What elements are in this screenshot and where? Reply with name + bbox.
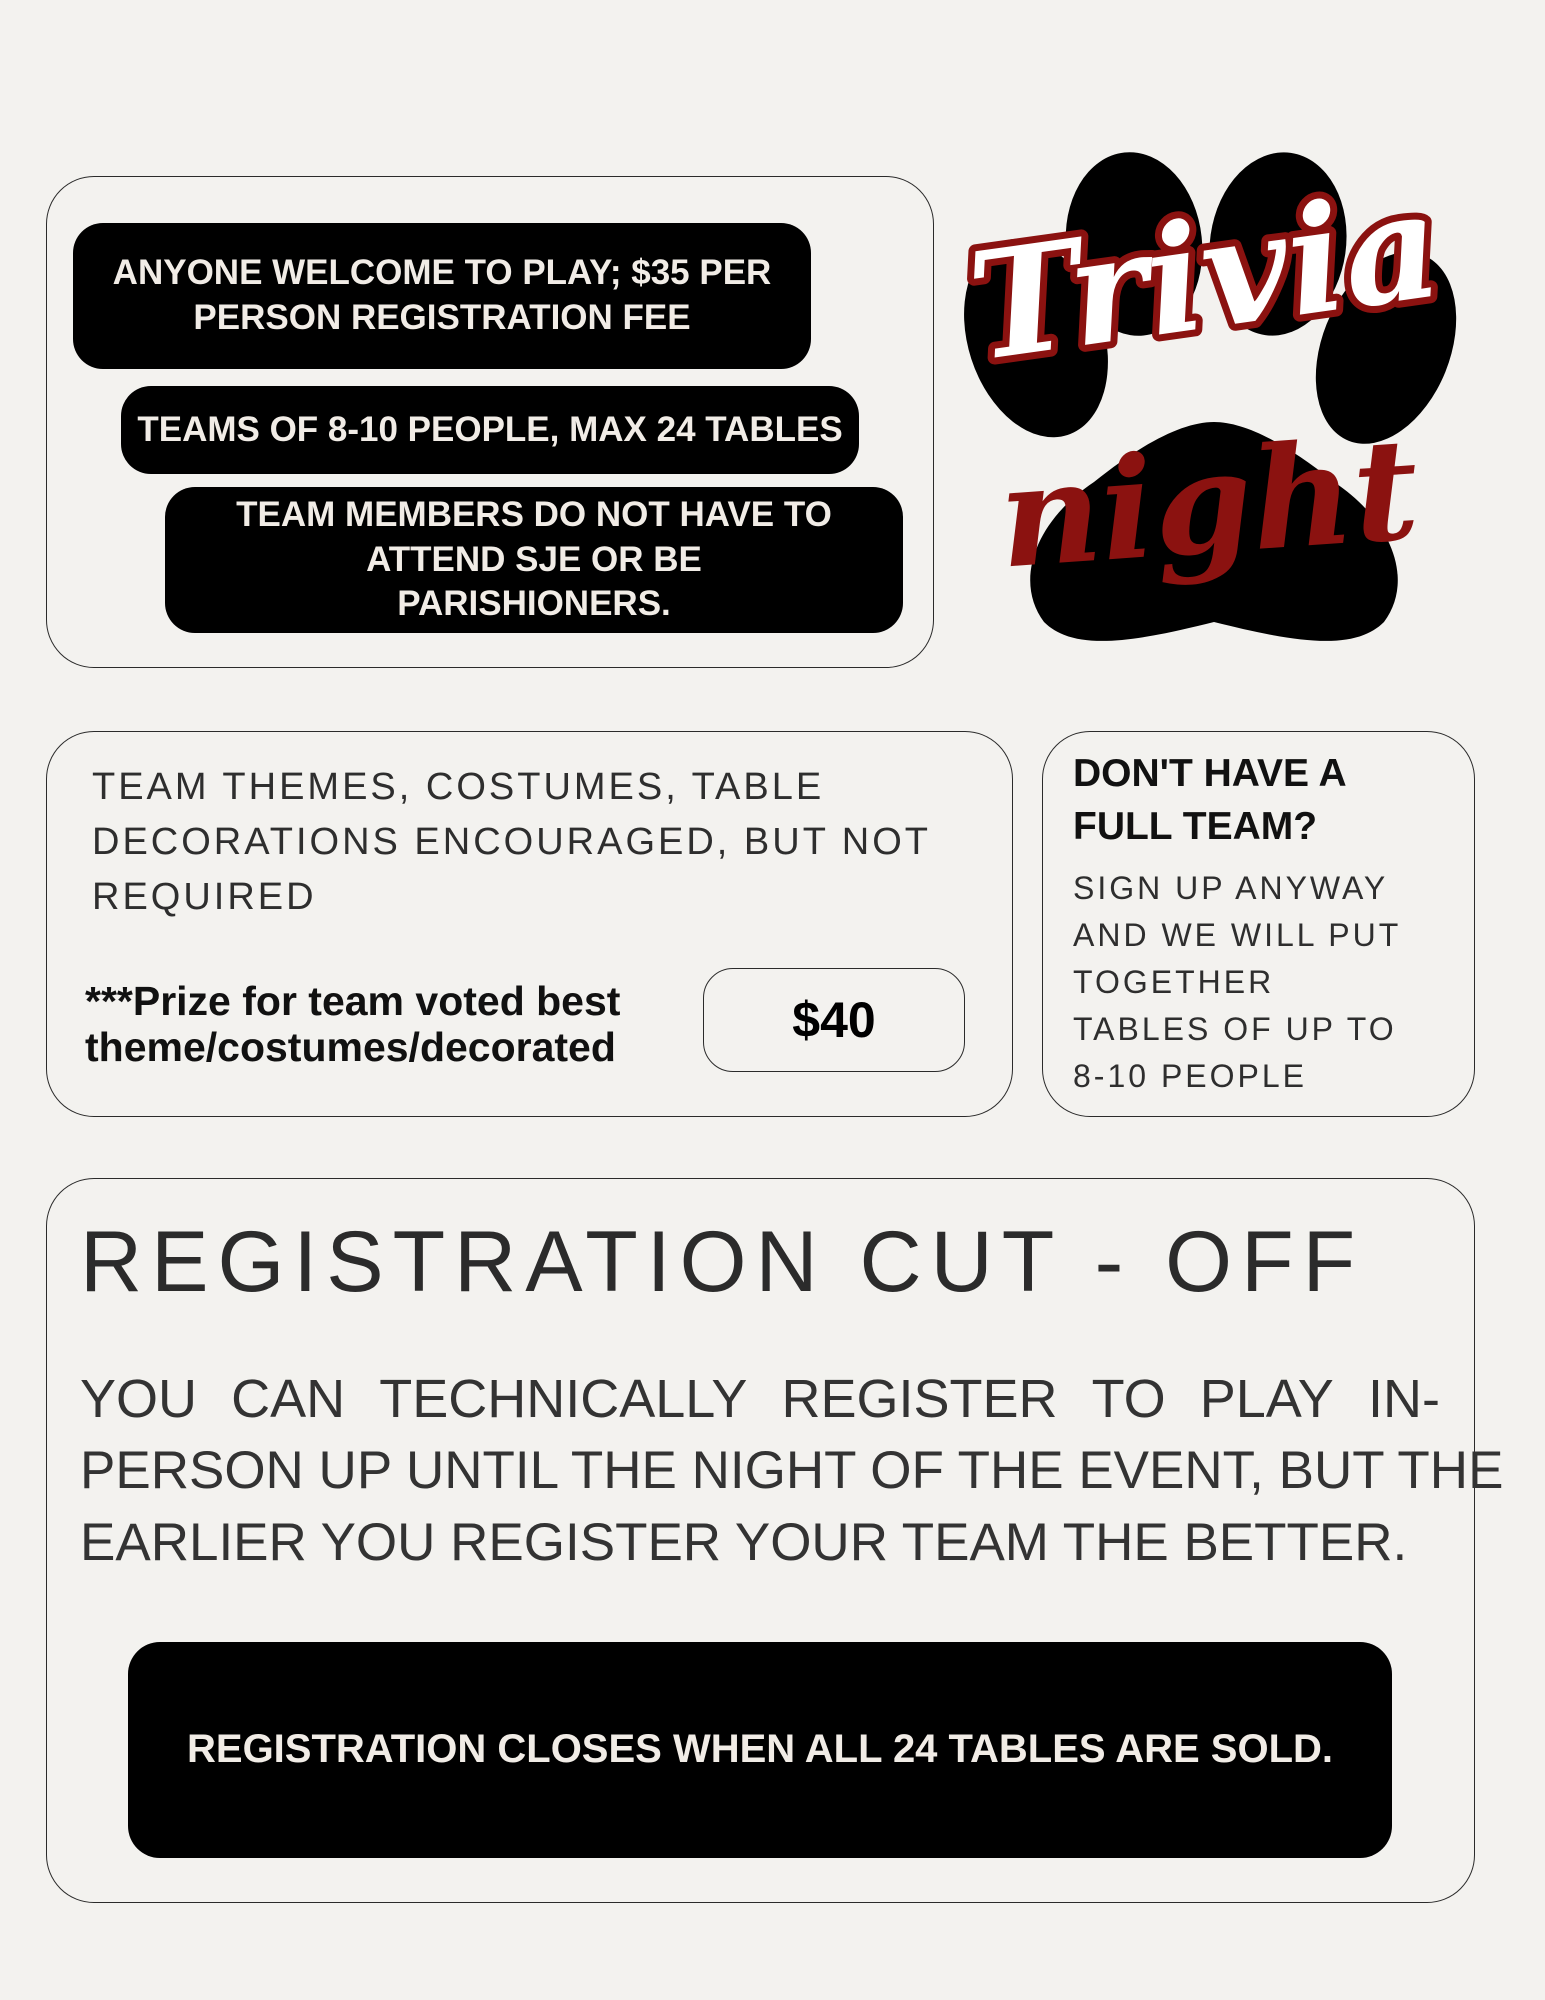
trivia-night-paw-logo xyxy=(944,152,1484,652)
prize-amount-box xyxy=(703,968,965,1072)
team-heading-line-2: FULL TEAM? xyxy=(1073,805,1318,848)
body-word: TO xyxy=(1091,1369,1166,1429)
body-word: PLAY xyxy=(1199,1369,1334,1429)
night-word: night xyxy=(993,407,1424,601)
registration-fee-pill: ANYONE WELCOME TO PLAY; $35 PER PERSON REGISTRATION FEE xyxy=(73,223,811,369)
team-heading-line-1: DON'T HAVE A xyxy=(1073,752,1347,795)
membership-pill: TEAM MEMBERS DO NOT HAVE TO ATTEND SJE OR BE PARISHIONERS. xyxy=(165,487,903,633)
team-size-pill: TEAMS OF 8-10 PEOPLE, MAX 24 TABLES xyxy=(121,386,859,474)
prize-text-line-1: ***Prize for team voted best xyxy=(85,978,621,1024)
body-word: CAN xyxy=(231,1369,346,1429)
prize-text-line-2: theme/costumes/decorated xyxy=(85,1024,616,1070)
trivia-word: Trivia xyxy=(959,156,1451,395)
body-word: IN- xyxy=(1367,1369,1440,1429)
body-word: YOU xyxy=(80,1369,198,1429)
registration-closes-banner: REGISTRATION CLOSES WHEN ALL 24 TABLES ARE SOLD. xyxy=(128,1642,1392,1858)
team-line-4: TABLES OF UP TO xyxy=(1073,1011,1397,1047)
body-word: REGISTER xyxy=(781,1369,1058,1429)
team-line-5: 8-10 PEOPLE xyxy=(1073,1058,1307,1094)
team-line-1: SIGN UP ANYWAY xyxy=(1073,870,1389,906)
registration-body-line-2: PERSON UP UNTIL THE NIGHT OF THE EVENT, BUT THE xyxy=(80,1441,1504,1500)
team-line-2: AND WE WILL PUT xyxy=(1073,917,1402,953)
body-word: TECHNICALLY xyxy=(379,1369,748,1429)
registration-body-line-3: EARLIER YOU REGISTER YOUR TEAM THE BETTER. xyxy=(80,1513,1408,1572)
themes-text: TEAM THEMES, COSTUMES, TABLE DECORATIONS ENCOURAGED, BUT NOT REQUIRED xyxy=(92,766,931,918)
registration-body-line-1 xyxy=(80,1368,1440,1430)
team-line-3: TOGETHER xyxy=(1073,964,1275,1000)
prize-amount: $40 xyxy=(792,992,876,1048)
registration-title: REGISTRATION CUT - OFF xyxy=(80,1214,1365,1310)
